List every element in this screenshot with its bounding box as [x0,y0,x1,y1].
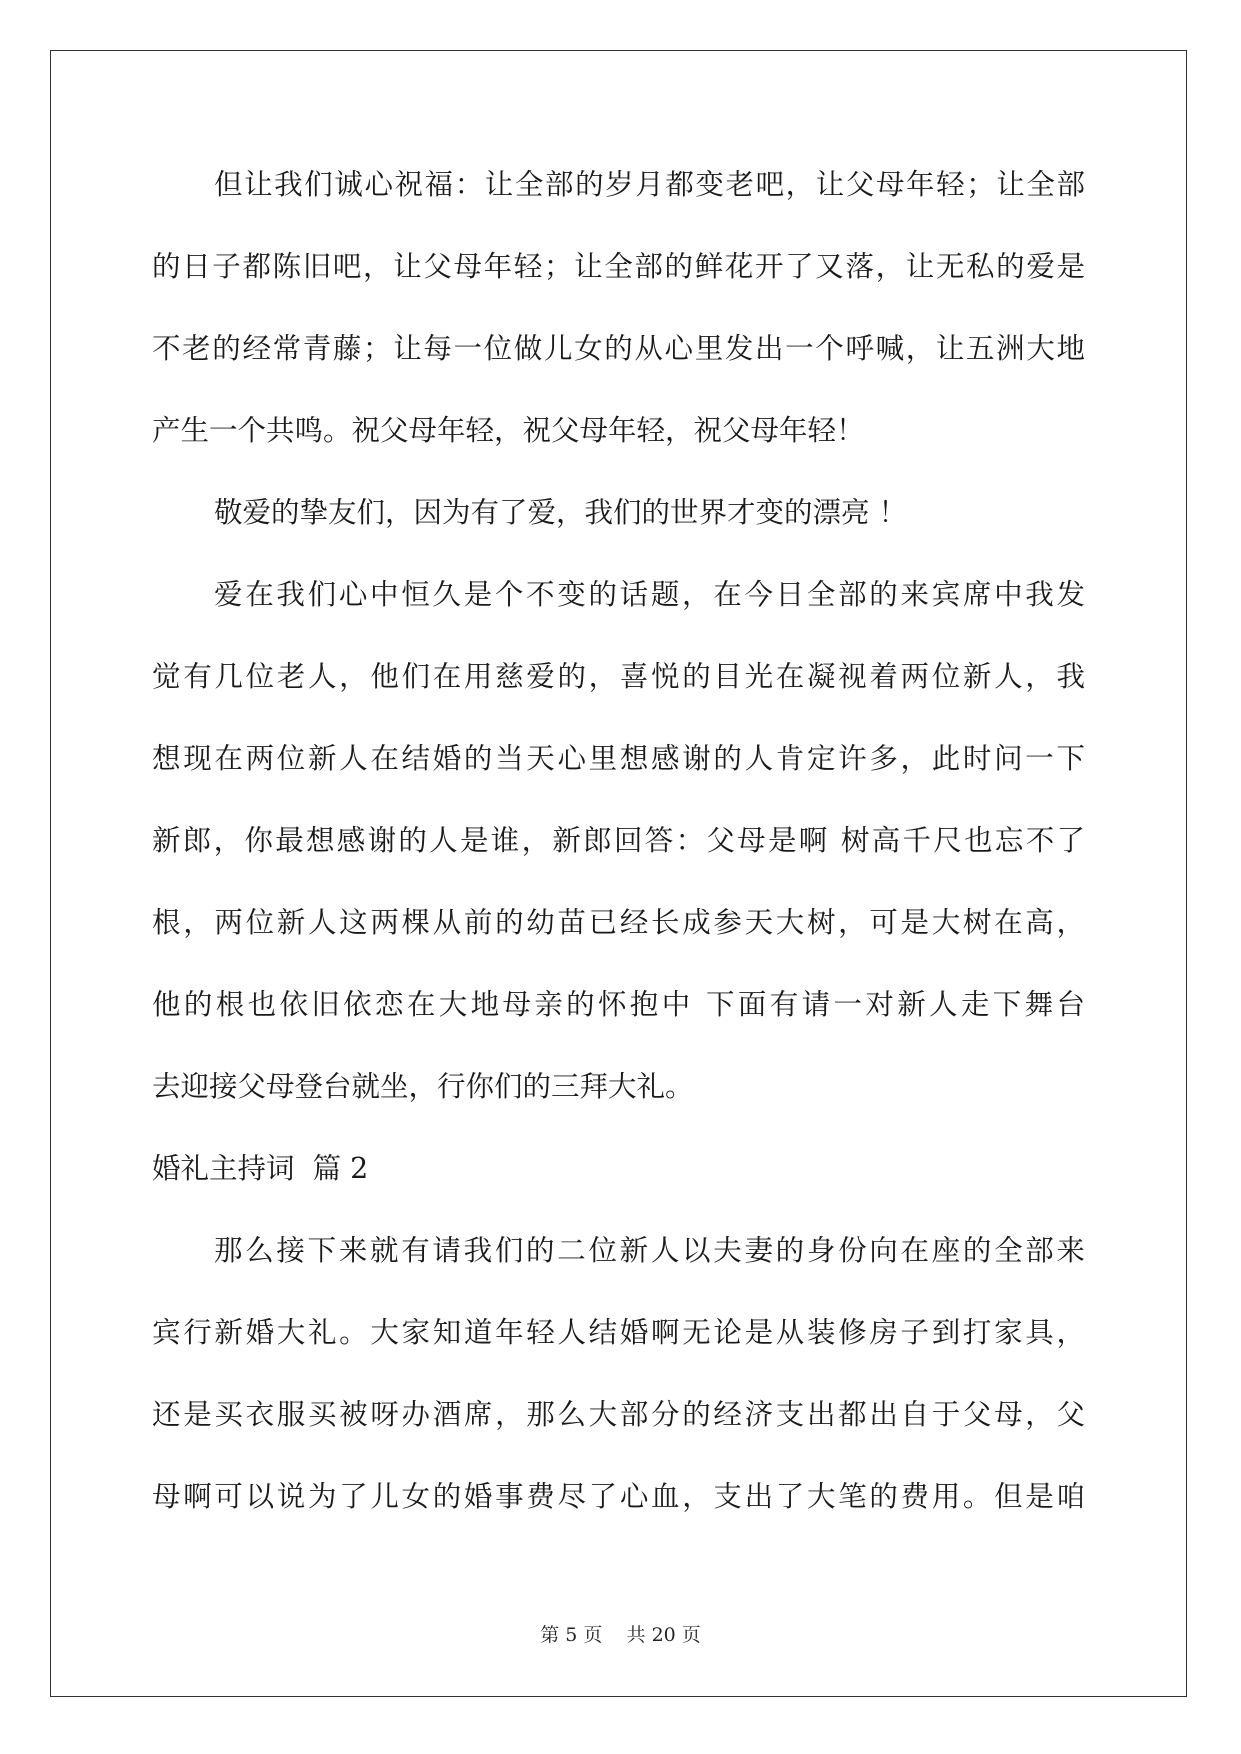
text-line: 去迎接父母登台就坐，行你们的三拜大礼。 [152,1070,694,1103]
text-line: 母啊可以说为了儿女的婚事费尽了心血，支出了大笔的费用。但是咱 [152,1480,1085,1513]
paragraph [152,162,1085,490]
document-body [152,162,1085,1556]
text-line: 他的根也依旧依恋在大地母亲的怀抱中 下面有请一对新人走下舞台 [152,988,1085,1021]
text-line: 不老的经常青藤；让每一位做儿女的从心里发出一个呼喊，让五洲大地 [152,332,1085,365]
text-line: 那么接下来就有请我们的二位新人以夫妻的身份向在座的全部来 [214,1234,1085,1267]
text-line: 新郎，你最想感谢的人是谁，新郎回答：父母是啊 树高千尺也忘不了 [152,824,1085,857]
page-number: 第 5 页 共 20 页 [540,1624,701,1646]
text-line: 的日子都陈旧吧，让父母年轻；让全部的鲜花开了又落，让无私的爱是 [152,250,1085,283]
text-line: 爱在我们心中恒久是个不变的话题，在今日全部的来宾席中我发 [214,578,1085,611]
page-footer [0,1620,1241,1647]
text-line: 根，两位新人这两棵从前的幼苗已经长成参天大树，可是大树在高， [152,906,1085,939]
text-line: 产生一个共鸣。祝父母年轻，祝父母年轻，祝父母年轻！ [152,414,865,447]
section-heading: 婚礼主持词 篇 2 [152,1152,369,1185]
paragraph [152,490,1085,572]
text-line: 宾行新婚大礼。大家知道年轻人结婚啊无论是从装修房子到打家具， [152,1316,1085,1349]
text-line: 但让我们诚心祝福：让全部的岁月都变老吧，让父母年轻；让全部 [214,168,1085,201]
text-line: 还是买衣服买被呀办酒席，那么大部分的经济支出都出自于父母，父 [152,1398,1085,1431]
paragraph [152,572,1085,1146]
paragraph [152,1228,1085,1556]
text-line: 敬爱的挚友们，因为有了爱，我们的世界才变的漂亮 ！ [214,496,908,529]
text-line: 想现在两位新人在结婚的当天心里想感谢的人肯定许多，此时问一下 [152,742,1085,775]
text-line: 觉有几位老人，他们在用慈爱的，喜悦的目光在凝视着两位新人，我 [152,660,1085,693]
